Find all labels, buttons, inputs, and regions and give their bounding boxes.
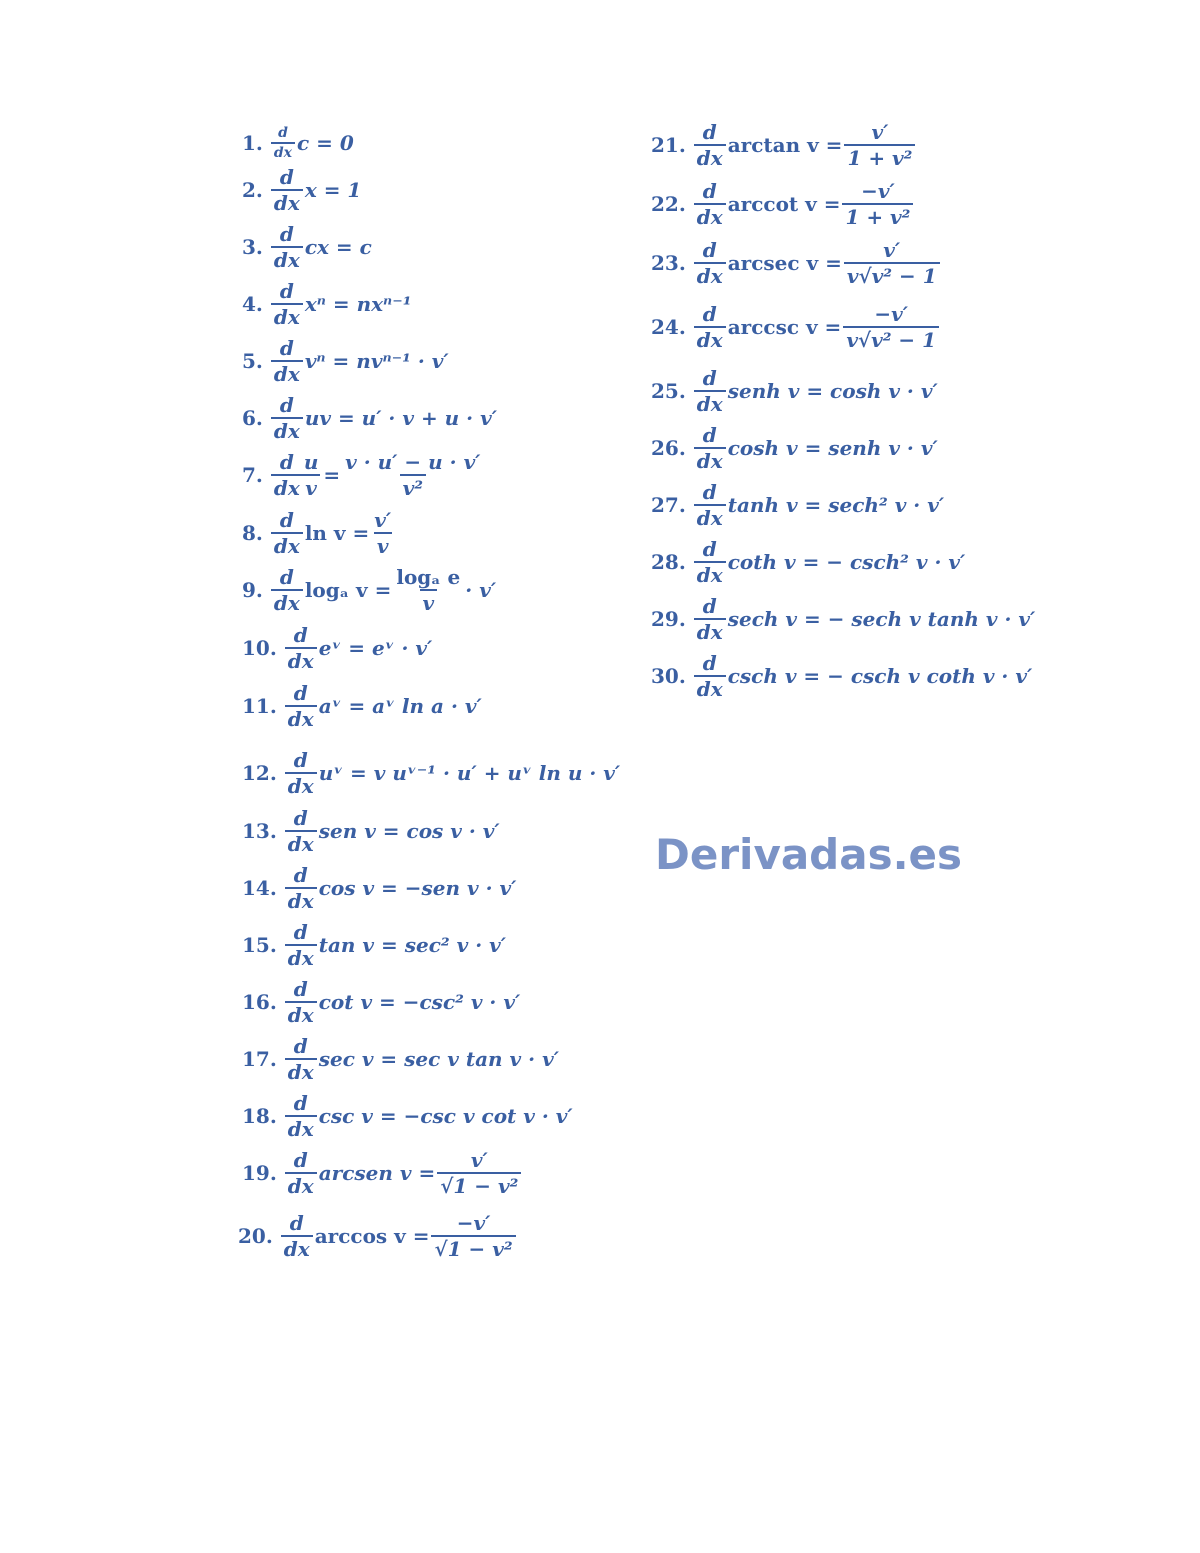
derivative-operator: $\frac{d}{dx}$ <box>285 979 317 1025</box>
formula-number: 12. <box>242 761 277 785</box>
formula-expression: xⁿ = nxⁿ⁻¹ <box>304 292 412 316</box>
derivative-operator: $\frac{d}{dx}$ <box>271 395 303 441</box>
formula-expression: ln v = <box>304 521 370 545</box>
formula-number: 30. <box>651 664 686 688</box>
derivative-operator: $\frac{d}{dx}$ <box>285 683 317 729</box>
formula-expression: cot v = −csc² v · v′ <box>318 990 521 1014</box>
formula-expression: sech v = − sech v tanh v · v′ <box>727 607 1036 631</box>
derivative-operator: $\frac{d}{dx}$ <box>285 750 317 796</box>
formula-28 <box>651 539 965 585</box>
formula-number: 23. <box>651 251 686 275</box>
derivative-operator: $\frac{d}{dx}$ <box>694 539 726 585</box>
formula-expression: sec v = sec v tan v · v′ <box>318 1047 559 1071</box>
formula-number: 22. <box>651 192 686 216</box>
formula-number: 15. <box>242 933 277 957</box>
formula-number: 28. <box>651 550 686 574</box>
formula-17 <box>242 1036 559 1082</box>
formula-number: 13. <box>242 819 277 843</box>
formula-number: 5. <box>242 349 263 373</box>
formula-expression: uv = u′ · v + u · v′ <box>304 406 497 430</box>
derivative-operator: $\frac{d}{dx}$ <box>271 567 303 613</box>
derivative-operator: $\frac{d}{dx}$ <box>271 126 295 160</box>
formula-number: 26. <box>651 436 686 460</box>
formula-number: 8. <box>242 521 263 545</box>
formula-5 <box>242 338 449 384</box>
derivative-operator: $\frac{d}{dx}$ <box>694 653 726 699</box>
formula-12 <box>242 750 620 796</box>
formula-expression: cosh v = senh v · v′ <box>727 436 938 460</box>
formula-expression: x = 1 <box>304 178 362 202</box>
formula-number: 9. <box>242 578 263 602</box>
formula-number: 10. <box>242 636 277 660</box>
derivative-operator: $\frac{d}{dx}$ <box>271 338 303 384</box>
derivative-operator: $\frac{d}{dx}$ <box>271 224 303 270</box>
formula-number: 2. <box>242 178 263 202</box>
derivative-operator: $\frac{d}{dx}$ <box>285 865 317 911</box>
derivative-operator: $\frac{d}{dx}$ <box>271 167 303 213</box>
quotient-fraction: $\frac{u}{v}$ <box>303 450 319 500</box>
formula-4 <box>242 281 412 327</box>
formula-expression: arccot v = <box>727 192 841 216</box>
formula-26 <box>651 425 938 471</box>
formula-expression: tan v = sec² v · v′ <box>318 933 507 957</box>
formula-20 <box>238 1213 518 1259</box>
formula-expression: eᵛ = eᵛ · v′ <box>318 636 433 660</box>
formula-13 <box>242 808 500 854</box>
result-fraction: $\frac{v'}{\text{1 + v²}}$ <box>844 122 915 168</box>
formula-16 <box>242 979 520 1025</box>
derivative-operator: $\frac{d}{dx}$ <box>285 1093 317 1139</box>
derivative-operator: $\frac{d}{dx}$ <box>271 281 303 327</box>
formula-expression: csch v = − csch v coth v · v′ <box>727 664 1033 688</box>
formula-30 <box>651 653 1032 699</box>
formula-11 <box>242 683 482 729</box>
formula-9 <box>242 567 496 613</box>
derivative-operator: $\frac{d}{dx}$ <box>285 922 317 968</box>
formula-number: 27. <box>651 493 686 517</box>
formula-29 <box>651 596 1035 642</box>
formula-expression: cx = c <box>304 235 372 259</box>
formula-expression: cos v = −sen v · v′ <box>318 876 517 900</box>
formula-tail: · v′ <box>465 578 497 602</box>
result-fraction: $\frac{-v'}{\text{1 + v²}}$ <box>842 181 913 227</box>
formula-number: 6. <box>242 406 263 430</box>
formula-25 <box>651 368 938 414</box>
formula-14 <box>242 865 516 911</box>
formula-expression: tanh v = sech² v · v′ <box>727 493 945 517</box>
formula-number: 24. <box>651 315 686 339</box>
formula-21 <box>651 122 917 168</box>
derivative-operator: $\frac{d}{dx}$ <box>285 808 317 854</box>
derivative-operator: $\frac{d}{dx}$ <box>694 482 726 528</box>
result-fraction: $\frac{-v'}{\text{v√v² − 1}}$ <box>843 304 939 350</box>
formula-6 <box>242 395 497 441</box>
derivative-operator: $\frac{d}{dx}$ <box>694 240 726 286</box>
result-fraction: $\frac{-v'}{\text{√1 − v²}}$ <box>431 1213 515 1259</box>
derivative-operator: $\frac{d}{dx}$ <box>694 368 726 414</box>
derivative-operator: $\frac{d}{dx}$ <box>281 1213 313 1259</box>
formula-number: 20. <box>238 1224 273 1248</box>
derivative-operator: $\frac{d}{dx}$ <box>694 122 726 168</box>
derivative-operator: $\frac{d}{dx}$ <box>285 1036 317 1082</box>
result-fraction: $\frac{v \cdot u' - u \cdot v'}{\text{v²}}$ <box>345 450 481 500</box>
result-fraction: $\frac{v'}{\text{v√v² − 1}}$ <box>844 240 940 286</box>
formula-22 <box>651 181 915 227</box>
formula-7 <box>242 452 485 498</box>
derivative-operator: $\frac{d}{dx}$ <box>285 625 317 671</box>
formula-3 <box>242 224 372 270</box>
derivative-operator: $\frac{d}{dx}$ <box>271 452 303 498</box>
formula-8 <box>242 510 396 556</box>
formula-expression: logₐ v = <box>304 578 392 602</box>
formula-number: 18. <box>242 1104 277 1128</box>
formula-expression: aᵛ = aᵛ ln a · v′ <box>318 694 482 718</box>
result-fraction: $\frac{v'}{\text{√1 − v²}}$ <box>437 1150 521 1196</box>
formula-number: 29. <box>651 607 686 631</box>
formula-23 <box>651 240 942 286</box>
derivative-operator: $\frac{d}{dx}$ <box>285 1150 317 1196</box>
formula-number: 16. <box>242 990 277 1014</box>
formula-18 <box>242 1093 573 1139</box>
formula-expression: coth v = − csch² v · v′ <box>727 550 966 574</box>
derivative-operator: $\frac{d}{dx}$ <box>694 425 726 471</box>
formula-1 <box>242 126 354 160</box>
formula-number: 1. <box>242 131 263 155</box>
formula-24 <box>651 304 941 350</box>
formula-number: 17. <box>242 1047 277 1071</box>
formula-number: 4. <box>242 292 263 316</box>
formula-15 <box>242 922 506 968</box>
formula-19 <box>242 1150 523 1196</box>
formula-expression: arccos v = <box>314 1224 430 1248</box>
derivative-operator: $\frac{d}{dx}$ <box>271 510 303 556</box>
formula-number: 19. <box>242 1161 277 1185</box>
formula-expression: vⁿ = nvⁿ⁻¹ · v′ <box>304 349 449 373</box>
formula-10 <box>242 625 432 671</box>
formula-expression: c = 0 <box>297 131 354 155</box>
formula-expression: arccsc v = <box>727 315 842 339</box>
formula-number: 11. <box>242 694 277 718</box>
formula-expression: uᵛ = v uᵛ⁻¹ · u′ + uᵛ ln u · v′ <box>318 761 621 785</box>
formula-expression: sen v = cos v · v′ <box>318 819 500 843</box>
derivative-operator: $\frac{d}{dx}$ <box>694 596 726 642</box>
formula-expression: senh v = cosh v · v′ <box>727 379 938 403</box>
formula-expression: arctan v = <box>727 133 843 157</box>
formula-number: 21. <box>651 133 686 157</box>
equals-sign: = <box>323 463 341 487</box>
formula-number: 14. <box>242 876 277 900</box>
result-fraction: $\frac{\text{logₐ e}}{v}$ <box>396 565 461 615</box>
result-fraction: $\frac{v'}{v}$ <box>374 508 392 558</box>
formula-number: 25. <box>651 379 686 403</box>
formula-number: 7. <box>242 463 263 487</box>
brand-watermark: Derivadas.es <box>655 830 963 879</box>
formula-expression: arcsec v = <box>727 251 842 275</box>
formula-27 <box>651 482 944 528</box>
derivative-operator: $\frac{d}{dx}$ <box>694 181 726 227</box>
formula-number: 3. <box>242 235 263 259</box>
derivative-operator: $\frac{d}{dx}$ <box>694 304 726 350</box>
formula-expression: arcsen v = <box>318 1161 436 1185</box>
formula-expression: csc v = −csc v cot v · v′ <box>318 1104 573 1128</box>
formula-2 <box>242 167 361 213</box>
